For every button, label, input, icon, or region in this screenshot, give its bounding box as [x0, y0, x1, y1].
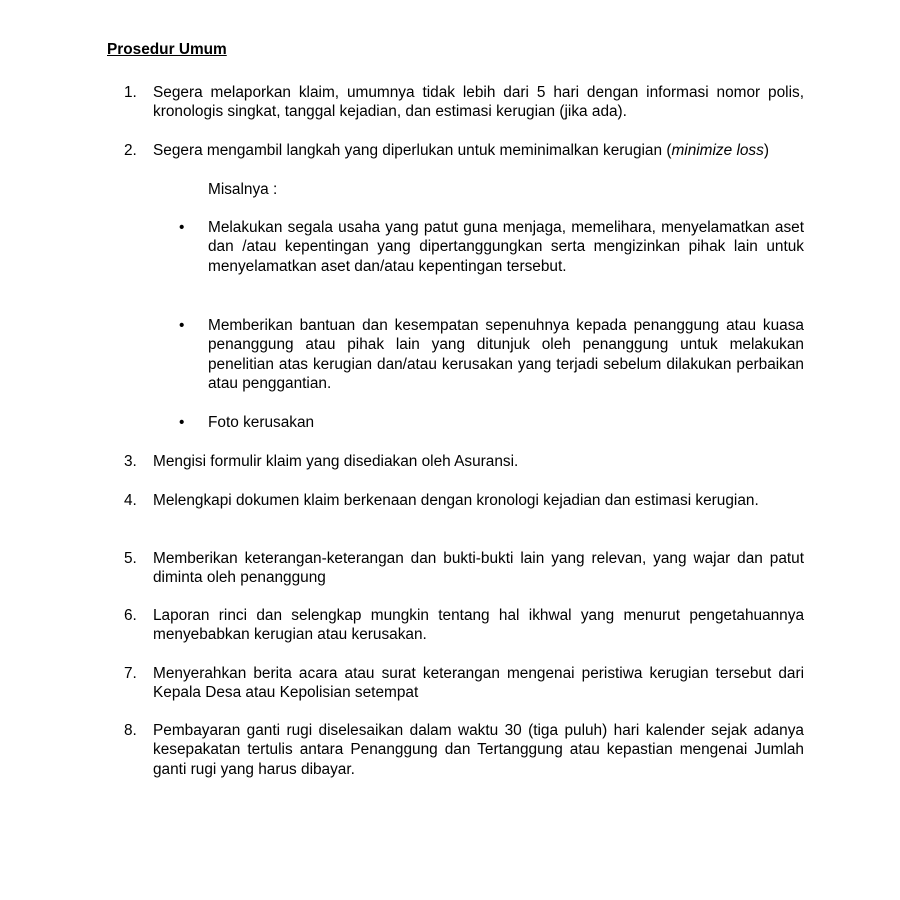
item-number: 1.	[124, 84, 137, 101]
item-text-after: )	[763, 142, 769, 159]
bullet-marker: •	[179, 317, 185, 334]
item-number: 8.	[124, 722, 137, 739]
item-text: Menyerahkan berita acara atau surat keterangan mengenai peristiwa kerugian tersebut dari Kepala Desa atau Kepolisian setempat	[153, 665, 804, 702]
bullet-text: Memberikan bantuan dan kesempatan sepenuhnya kepada penanggung atau kuasa penanggung atau pihak lain yang ditunjuk oleh penanggung untuk melakukan penelitian atas kerugian dan/atau kerusakan yang terjadi sebelum dilakukan perbaikan atau penggantian.	[208, 317, 804, 393]
list-item-5	[124, 549, 804, 588]
item-text: Segera melaporkan klaim, umumnya tidak lebih dari 5 hari dengan informasi nomor polis, kronologis singkat, tanggal kejadian, dan estimasi kerugian (jika ada).	[153, 84, 804, 121]
item-text-before: Segera mengambil langkah yang diperlukan untuk meminimalkan kerugian (	[153, 142, 672, 159]
item-number: 5.	[124, 550, 137, 567]
list-item-7	[124, 664, 804, 703]
item-text: Laporan rinci dan selengkap mungkin tentang hal ikhwal yang menurut pengetahuannya menyebabkan kerugian atau kerusakan.	[153, 607, 804, 644]
bullet-marker: •	[179, 219, 185, 236]
item-number: 3.	[124, 453, 137, 470]
item-text: Memberikan keterangan-keterangan dan bukti-bukti lain yang relevan, yang wajar dan patut diminta oleh penanggung	[153, 550, 804, 587]
example-label: Misalnya :	[208, 181, 278, 198]
bullet-text: Melakukan segala usaha yang patut guna menjaga, memelihara, menyelamatkan aset dan /atau kepentingan yang dipertanggungkan serta mengizinkan pihak lain untuk menyelamatkan aset dan/atau kepentingan tersebut.	[208, 219, 804, 275]
item-number: 2.	[124, 142, 137, 159]
list-item-6	[124, 606, 804, 645]
list-item-4	[124, 491, 804, 510]
bullet-item-1	[179, 218, 804, 276]
bullet-item-2	[179, 316, 804, 394]
bullet-marker: •	[179, 414, 185, 431]
bullet-item-3	[179, 413, 804, 432]
list-item-2	[124, 141, 804, 160]
item-text-italic: minimize loss	[671, 142, 764, 159]
bullet-text: Foto kerusakan	[208, 414, 315, 431]
item-number: 4.	[124, 492, 137, 509]
item-text: Mengisi formulir klaim yang disediakan oleh Asuransi.	[153, 453, 519, 470]
item-number: 7.	[124, 665, 137, 682]
item-text: Melengkapi dokumen klaim berkenaan dengan kronologi kejadian dan estimasi kerugian.	[153, 492, 759, 509]
list-item-8	[124, 721, 804, 779]
item-text: Pembayaran ganti rugi diselesaikan dalam waktu 30 (tiga puluh) hari kalender sejak adanya kesepakatan tertulis antara Penanggung dan Tertanggung atau kepastian mengenai Jumlah ganti rugi yang harus dibayar.	[153, 722, 804, 778]
section-title: Prosedur Umum	[107, 41, 227, 58]
item-number: 6.	[124, 607, 137, 624]
list-item-3	[124, 452, 804, 471]
list-item-1	[124, 83, 804, 122]
